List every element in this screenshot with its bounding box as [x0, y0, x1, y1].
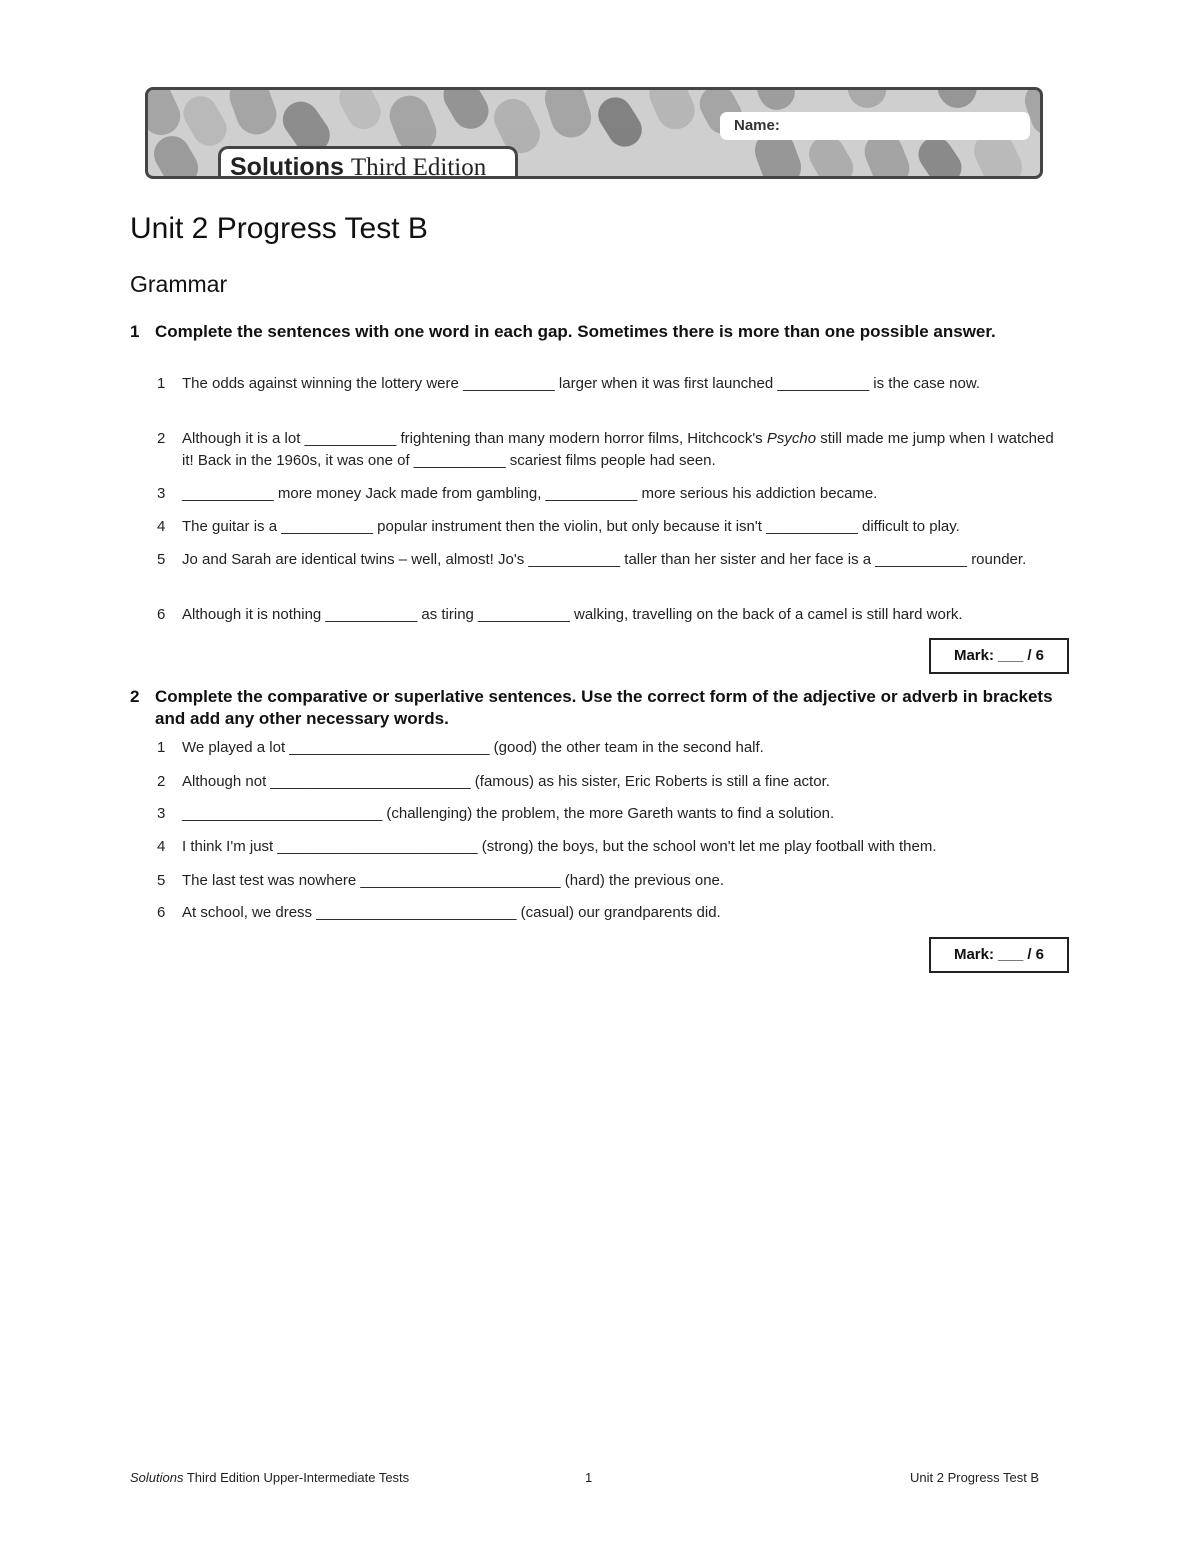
item-text: Although not ________________________ (famous) as his sister, Eric Roberts is still a fine actor. [182, 773, 830, 790]
item-text: Although it is a lot ___________ frightening than many modern horror films, Hitchcock's Psycho still made me jump when I watched it! Back in the 1960s, it was one of ___________ scariest films people had seen. [182, 430, 1054, 469]
header-banner [145, 87, 1043, 179]
item-number: 5 [157, 872, 166, 889]
item-text: The guitar is a ___________ popular instrument then the violin, but only because it isn't ___________ difficult to play. [182, 518, 960, 535]
item-text: We played a lot ________________________ (good) the other team in the second half. [182, 739, 764, 756]
item-number: 1 [157, 375, 166, 392]
task-number: 1 [130, 322, 140, 341]
item-number: 2 [157, 430, 166, 447]
item-number: 4 [157, 838, 166, 855]
item-text: I think I'm just ________________________ (strong) the boys, but the school won't let me play football with them. [182, 838, 937, 855]
item-text: At school, we dress ________________________ (casual) our grandparents did. [182, 904, 721, 921]
item-number: 4 [157, 518, 166, 535]
item-text: The odds against winning the lottery were ___________ larger when it was first launched ___________ is the case now. [182, 375, 981, 392]
name-field[interactable] [720, 112, 1030, 140]
brand-logo: Solutions Third Edition [230, 153, 487, 179]
item-number: 5 [157, 551, 166, 568]
item-number: 3 [157, 485, 166, 502]
item-text: Although it is nothing ___________ as tiring ___________ walking, travelling on the back of a camel is still hard work. [182, 606, 963, 623]
item-number: 1 [157, 739, 166, 756]
item-text: ___________ more money Jack made from gambling, ___________ more serious his addiction became. [182, 485, 878, 502]
task-text: Complete the comparative or superlative sentences. Use the correct form of the adjective or adverb in brackets and add any other necessary words. [155, 687, 1053, 728]
item-number: 3 [157, 805, 166, 822]
page-title: Unit 2 Progress Test B [130, 212, 428, 245]
item-number: 6 [157, 904, 166, 921]
mark-box: Mark: ___ / 6 [929, 937, 1069, 973]
mark-box: Mark: ___ / 6 [929, 638, 1069, 674]
footer-left: Solutions Third Edition Upper-Intermediate Tests [130, 1470, 410, 1485]
section-heading: Grammar [130, 271, 228, 297]
task-number: 2 [130, 687, 140, 706]
task-text: Complete the sentences with one word in each gap. Sometimes there is more than one possible answer. [155, 322, 996, 341]
footer-right: Unit 2 Progress Test B [910, 1470, 1040, 1485]
item-number: 2 [157, 773, 166, 790]
item-text: ________________________ (challenging) the problem, the more Gareth wants to find a solution. [182, 805, 835, 822]
name-label: Name: [734, 117, 780, 134]
page-number: 1 [585, 1470, 593, 1485]
item-number: 6 [157, 606, 166, 623]
item-text: Jo and Sarah are identical twins – well, almost! Jo's ___________ taller than her sister and her face is a ___________ rounder. [182, 551, 1027, 568]
item-text: The last test was nowhere ________________________ (hard) the previous one. [182, 872, 725, 889]
